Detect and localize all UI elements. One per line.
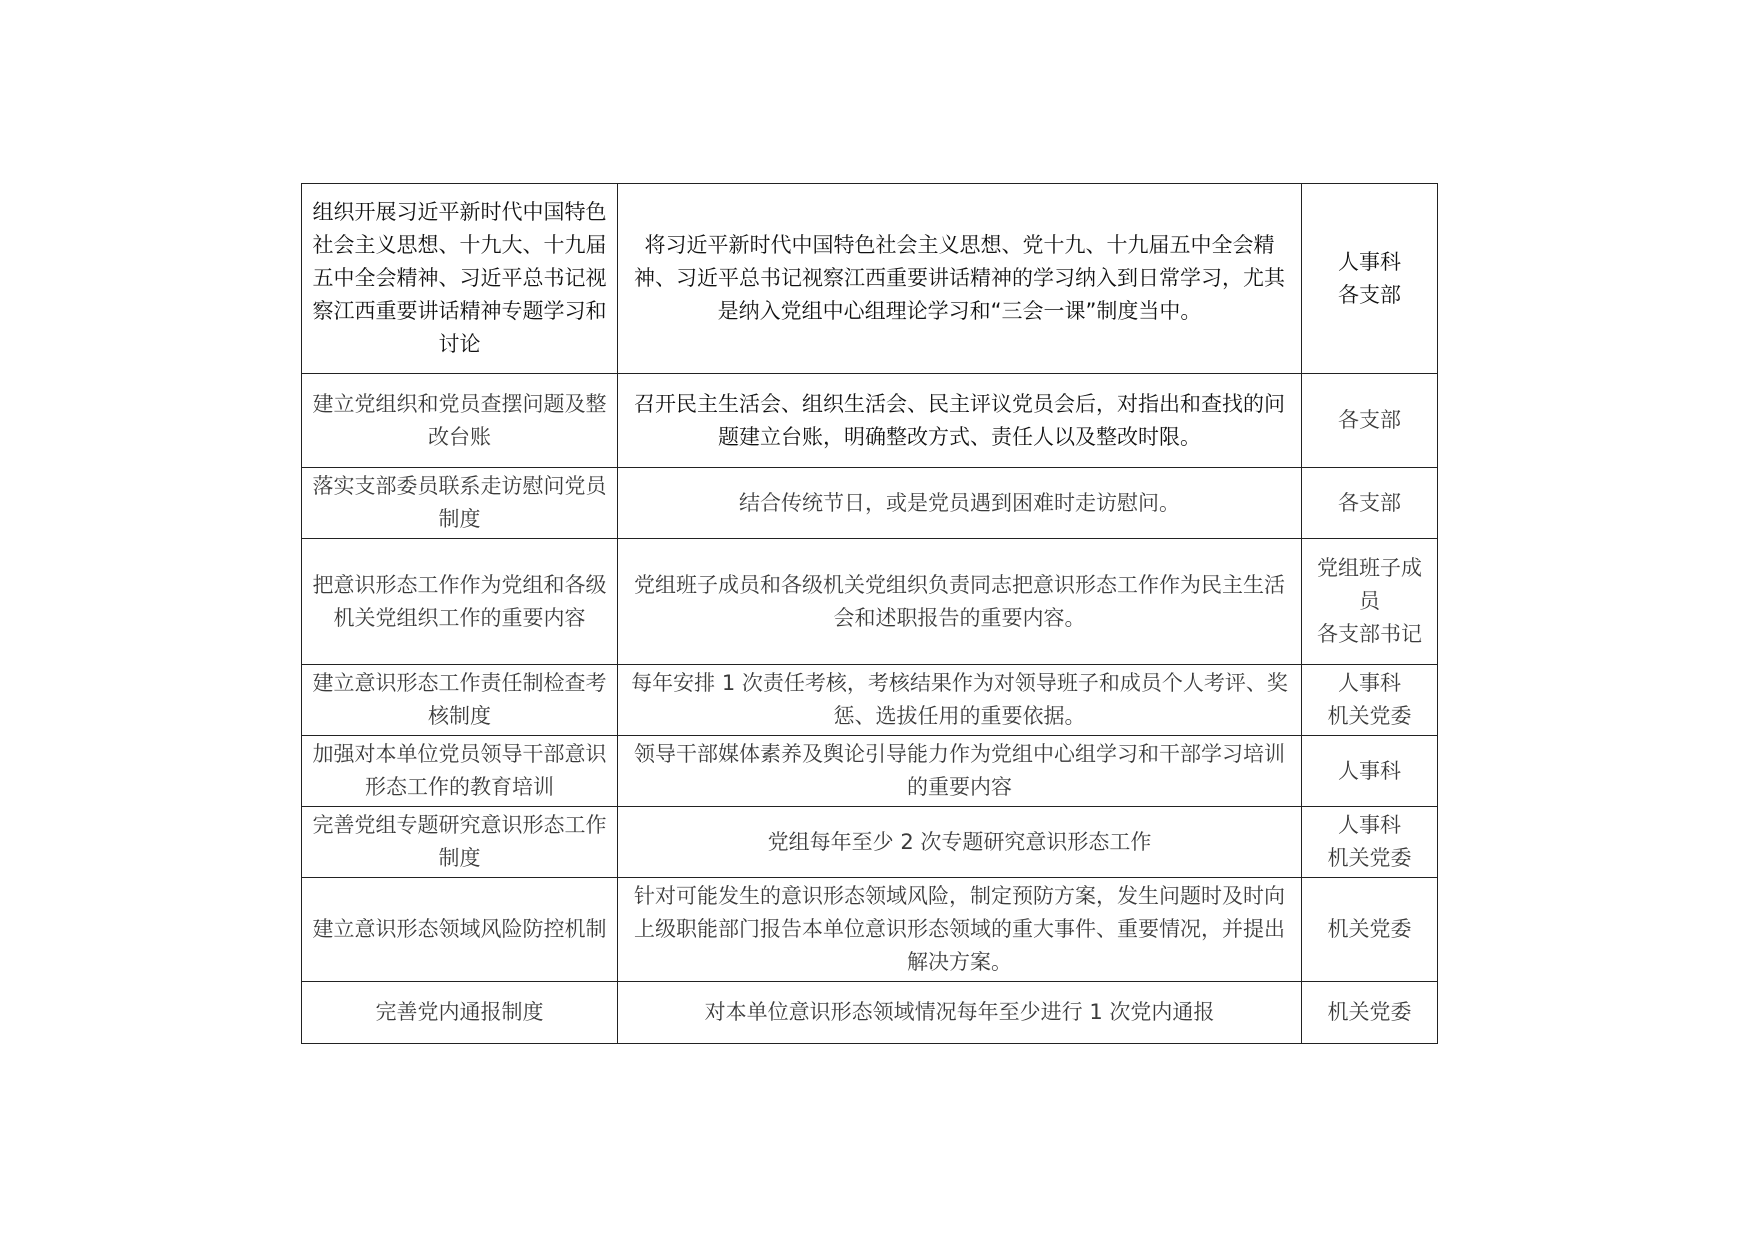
table-row: [302, 184, 1438, 374]
dept-line: 人事科: [1338, 249, 1401, 274]
item-cell: 落实支部委员联系走访慰问党员制度: [302, 468, 618, 539]
dept-line: 各支部书记: [1317, 622, 1422, 646]
dept-cell: [1302, 878, 1438, 982]
measure-cell: 结合传统节日，或是党员遇到困难时走访慰问。: [618, 468, 1302, 539]
table-row: [302, 374, 1438, 468]
dept-cell: [1302, 665, 1438, 736]
measure-cell: 党组每年至少 2 次专题研究意识形态工作: [618, 807, 1302, 878]
table-row: [302, 807, 1438, 878]
dept-line: 人事科: [1338, 813, 1401, 837]
table-row: [302, 539, 1438, 665]
dept-line: 人事科: [1338, 758, 1401, 783]
item-cell: 完善党组专题研究意识形态工作制度: [302, 807, 618, 878]
dept-cell: [1302, 374, 1438, 468]
dept-line: 人事科: [1338, 671, 1401, 695]
measure-cell: 对本单位意识形态领域情况每年至少进行 1 次党内通报: [618, 982, 1302, 1044]
table-row: [302, 665, 1438, 736]
dept-line: 各支部: [1338, 408, 1401, 432]
dept-cell: [1302, 736, 1438, 807]
dept-cell: [1302, 468, 1438, 539]
dept-cell: [1302, 982, 1438, 1044]
item-cell: 建立意识形态领域风险防控机制: [302, 878, 618, 982]
dept-line: 党组班子成员: [1317, 556, 1422, 613]
measure-cell: 召开民主生活会、组织生活会、民主评议党员会后，对指出和查找的问题建立台账，明确整改方式、责任人以及整改时限。: [618, 374, 1302, 468]
item-cell: 把意识形态工作作为党组和各级机关党组织工作的重要内容: [302, 539, 618, 665]
measure-cell: 将习近平新时代中国特色社会主义思想、党十九、十九届五中全会精神、习近平总书记视察江西重要讲话精神的学习纳入到日常学习，尤其是纳入党组中心组理论学习和“三会一课”制度当中。: [618, 184, 1302, 374]
dept-line: 机关党委: [1327, 704, 1412, 728]
item-cell: 组织开展习近平新时代中国特色社会主义思想、十九大、十九届五中全会精神、习近平总书记视察江西重要讲话精神专题学习和讨论: [302, 184, 618, 374]
dept-cell: [1302, 807, 1438, 878]
dept-cell: [1302, 184, 1438, 374]
table-row: [302, 982, 1438, 1044]
item-cell: 建立党组织和党员查摆问题及整改台账: [302, 374, 618, 468]
dept-cell: [1302, 539, 1438, 665]
measure-cell: 领导干部媒体素养及舆论引导能力作为党组中心组学习和干部学习培训的重要内容: [618, 736, 1302, 807]
table-row: [302, 878, 1438, 982]
table-row: [302, 468, 1438, 539]
dept-line: 机关党委: [1327, 1000, 1412, 1024]
item-cell: 加强对本单位党员领导干部意识形态工作的教育培训: [302, 736, 618, 807]
table-row: [302, 736, 1438, 807]
dept-line: 各支部: [1338, 282, 1401, 307]
dept-line: 各支部: [1338, 490, 1401, 515]
measure-cell: 针对可能发生的意识形态领域风险，制定预防方案，发生问题时及时向上级职能部门报告本单位意识形态领域的重大事件、重要情况，并提出解决方案。: [618, 878, 1302, 982]
measures-table: [301, 183, 1438, 1044]
item-cell: 完善党内通报制度: [302, 982, 618, 1044]
dept-line: 机关党委: [1327, 846, 1412, 870]
item-cell: 建立意识形态工作责任制检查考核制度: [302, 665, 618, 736]
measure-cell: 党组班子成员和各级机关党组织负责同志把意识形态工作作为民主生活会和述职报告的重要内容。: [618, 539, 1302, 665]
measure-cell: 每年安排 1 次责任考核，考核结果作为对领导班子和成员个人考评、奖惩、选拔任用的重要依据。: [618, 665, 1302, 736]
dept-line: 机关党委: [1327, 917, 1412, 941]
